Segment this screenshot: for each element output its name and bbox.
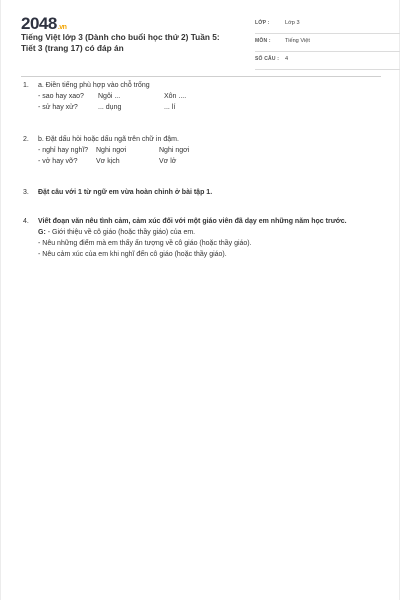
exercise-cell: ... dụng (98, 104, 122, 111)
meta-row-question-count (255, 52, 400, 70)
exercise-cell: - nghỉ hay nghĩ? (38, 147, 89, 154)
question-number: 1. (23, 82, 29, 89)
meta-row-class (255, 16, 400, 34)
exercise-cell: Nghi ngơi (96, 147, 127, 154)
meta-row-subject (255, 34, 400, 52)
question-prompt: Đặt câu với 1 từ ngữ em vừa hoàn chỉnh ở bài tập 1. (38, 189, 213, 196)
meta-value-question-count: 4 (285, 56, 289, 62)
meta-value-class: Lớp 3 (285, 20, 300, 26)
header-divider (21, 76, 381, 77)
meta-table (255, 16, 400, 70)
answer-guide-line: - Nêu cảm xúc của em khi nghĩ đến cô giáo (hoặc thầy giáo). (38, 251, 227, 258)
question-number: 4. (23, 218, 29, 225)
logo-main-text: 2048 (21, 14, 57, 33)
guide-prefix: G: (38, 229, 46, 236)
question-number: 2. (23, 136, 29, 143)
exercise-cell: Vơ kịch (96, 158, 120, 165)
question-body (38, 134, 373, 167)
question-prompt: b. Đặt dấu hỏi hoặc dấu ngã trên chữ in đậm. (38, 136, 179, 143)
meta-value-subject: Tiếng Việt (285, 38, 310, 44)
question-prompt: Viết đoạn văn nêu tình cảm, cảm xúc đối với một giáo viên đã dạy em những năm học trước. (38, 218, 347, 225)
question-body (38, 187, 373, 198)
meta-label-subject: MÔN : (255, 38, 271, 44)
exercise-cell: - sao hay xao? (38, 93, 84, 100)
question-body (38, 216, 373, 260)
question-number: 3. (23, 189, 29, 196)
exercise-cell: Vơ lở (159, 158, 177, 165)
document-title: Tiếng Việt lớp 3 (Dành cho buổi học thứ 2) Tuần 5: Tiết 3 (trang 17) có đáp án (21, 32, 220, 53)
guide-text: - Giới thiệu về cô giáo (hoặc thầy giáo) của em. (45, 229, 196, 236)
question-body (38, 80, 373, 113)
page-header (21, 14, 381, 74)
exercise-cell: - vở hay vỡ? (38, 158, 78, 165)
exercise-row (38, 156, 373, 167)
answer-guide-line: - Nêu những điểm mà em thấy ấn tượng về cô giáo (hoặc thầy giáo). (38, 240, 252, 247)
exercise-cell: Xôn .... (164, 93, 187, 100)
exercise-cell: Ngôi ... (98, 93, 121, 100)
exercise-cell: - sử hay xử? (38, 104, 78, 111)
meta-label-class: LỚP : (255, 20, 270, 26)
exercise-row (38, 145, 373, 156)
exercise-cell: ... lí (164, 104, 176, 111)
answer-guide-line (38, 227, 373, 238)
question-prompt: a. Điền tiếng phù hợp vào chỗ trống (38, 82, 150, 89)
meta-label-question-count: SỐ CÂU : (255, 56, 280, 62)
logo-tld-text: .vn (57, 24, 67, 31)
exercise-row (38, 102, 373, 113)
exercise-cell: Nghi ngơi (159, 147, 190, 154)
site-logo[interactable] (21, 14, 66, 34)
exercise-row (38, 91, 373, 102)
